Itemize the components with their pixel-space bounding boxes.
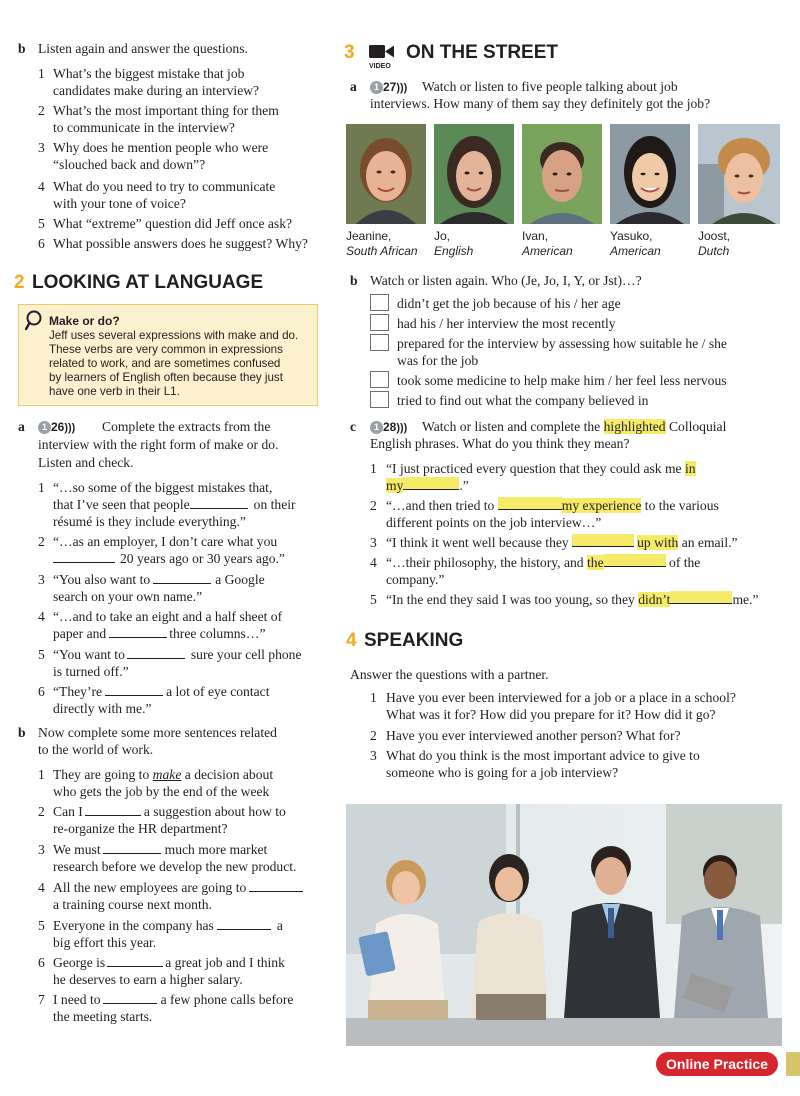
answer-blank[interactable] — [53, 550, 115, 563]
statement-text: took some medicine to help make him / her feel less nervous — [397, 373, 727, 388]
answer-blank[interactable] — [670, 591, 732, 604]
person-name: Ivan, — [522, 229, 549, 243]
person-name: Yasuko, — [610, 229, 653, 243]
sentence-text: a suggestion about how to — [143, 804, 286, 819]
section-title: SPEAKING — [363, 630, 464, 651]
exercise-letter: a — [18, 419, 25, 434]
person-origin: South African — [346, 244, 418, 258]
sentence-text: a — [276, 918, 283, 933]
extract-line — [53, 571, 265, 589]
sentence-text: George is — [53, 955, 106, 970]
question-text: Why does he mention people who were — [53, 140, 269, 155]
extract-line — [53, 550, 285, 568]
item-number: 6 — [38, 955, 45, 970]
answer-blank[interactable] — [403, 477, 459, 490]
instruction-text: Watch or listen and complete the — [422, 419, 601, 434]
extract-text: “…and to take an eight and a half sheet of — [53, 609, 283, 624]
item-number: 3 — [38, 140, 45, 155]
statement-text: had his / her interview the most recently — [397, 316, 616, 331]
online-practice-button[interactable]: Online Practice — [656, 1052, 778, 1076]
extract-text: on their — [253, 497, 296, 512]
question-text: What’s the biggest mistake that job — [53, 66, 245, 81]
question-text: candidates make during an interview? — [53, 83, 260, 98]
page-tab — [786, 1052, 800, 1076]
answer-box[interactable] — [370, 314, 389, 331]
person-origin: English — [434, 244, 474, 258]
sentence-text: re-organize the HR department? — [53, 821, 228, 836]
highlight-word: the — [587, 555, 604, 570]
question-text: What do you need to try to communicate — [53, 179, 276, 194]
answer-blank[interactable] — [127, 646, 185, 659]
tip-box — [18, 304, 318, 406]
cd-icon: 1 — [370, 81, 383, 94]
exercise-instruction: Listen again and answer the questions. — [38, 41, 248, 56]
phrase-text: “…their philosophy, the history, and — [386, 555, 584, 570]
answer-blank[interactable] — [604, 554, 666, 567]
item-number: 1 — [38, 480, 45, 495]
answer-box[interactable] — [370, 391, 389, 408]
exercise-instruction: Watch or listen to five people talking about job — [422, 79, 678, 94]
question-text: “slouched back and down”? — [53, 157, 206, 172]
highlight-word: up with — [637, 535, 679, 550]
answer-box[interactable] — [370, 294, 389, 311]
extract-text: directly with me.” — [53, 701, 152, 716]
extract-line — [53, 646, 302, 664]
statement-text: was for the job — [397, 353, 479, 368]
phrase-text: to the various — [644, 498, 719, 513]
item-number: 5 — [38, 647, 45, 662]
phrase-line — [386, 497, 719, 515]
sentence-line — [53, 879, 303, 897]
item-number: 6 — [38, 684, 45, 699]
phrase-text: different points on the job interview…” — [386, 515, 602, 530]
answer-blank[interactable] — [85, 803, 141, 816]
tip-line: Jeff uses several expressions with make and do. — [49, 329, 299, 342]
extract-line — [53, 496, 296, 514]
highlight-word: didn’t — [638, 592, 671, 607]
extract-line — [53, 625, 265, 643]
audio-icon: ))) — [396, 82, 408, 94]
person-origin: American — [610, 244, 661, 258]
item-number: 1 — [38, 767, 45, 782]
sentence-text: big effort this year. — [53, 935, 157, 950]
item-number: 1 — [370, 461, 377, 476]
exercise-letter: c — [350, 419, 357, 434]
instruction-text: Colloquial — [668, 419, 727, 434]
video-label: VIDEO — [369, 63, 391, 70]
tip-line: related to work, and are sometimes confused — [49, 357, 281, 370]
highlight-word: in — [684, 461, 696, 476]
item-number: 2 — [38, 804, 45, 819]
portrait-ivan — [522, 124, 602, 224]
extract-text: 20 years ago or 30 years ago.” — [120, 551, 285, 566]
question-text: What possible answers does he suggest? Why? — [53, 236, 308, 251]
answer-box[interactable] — [370, 371, 389, 388]
item-number: 5 — [370, 592, 377, 607]
person-name: Joost, — [698, 229, 731, 243]
item-number: 3 — [38, 572, 45, 587]
answer-blank[interactable] — [572, 534, 634, 547]
sentence-text: a few phone calls before — [160, 992, 294, 1007]
extract-text: search on your own name.” — [53, 589, 203, 604]
section-number: 4 — [346, 630, 357, 651]
answer-blank[interactable] — [498, 497, 562, 510]
question-text: What “extreme” question did Jeff once ask? — [53, 216, 293, 231]
caption-jo — [434, 229, 473, 259]
phrase-line — [386, 534, 738, 552]
sentence-text: I need to — [53, 992, 101, 1007]
cd-icon: 1 — [370, 421, 383, 434]
cd-icon: 1 — [38, 421, 51, 434]
exercise-instruction: Watch or listen again. Who (Je, Jo, I, Y, or Jst)…? — [370, 273, 642, 288]
exercise-instruction: to the world of work. — [38, 742, 154, 757]
person-origin: Dutch — [698, 244, 730, 258]
answer-blank[interactable] — [217, 917, 271, 930]
item-number: 2 — [370, 728, 377, 743]
section-heading — [14, 274, 263, 293]
item-number: 5 — [38, 216, 45, 231]
phrase-text: company.” — [386, 572, 445, 587]
sentence-text: the meeting starts. — [53, 1009, 153, 1024]
person-name: Jeanine, — [346, 229, 392, 243]
statement-text: tried to find out what the company believed in — [397, 393, 649, 408]
item-number: 4 — [370, 555, 377, 570]
audio-track[interactable] — [38, 418, 75, 438]
statement-text: prepared for the interview by assessing how suitable he / she — [397, 336, 727, 351]
caption-ivan — [522, 229, 573, 259]
item-number: 1 — [370, 690, 377, 705]
answer-blank[interactable] — [105, 683, 163, 696]
caption-joost — [698, 229, 730, 259]
extract-text: a Google — [215, 572, 265, 587]
item-number: 3 — [370, 748, 377, 763]
sentence-line — [53, 954, 285, 972]
item-number: 2 — [38, 103, 45, 118]
track-number: 26 — [51, 420, 65, 434]
phrase-line — [386, 460, 696, 478]
section-number: 2 — [14, 272, 25, 293]
phrase-text: “In the end they said I was too young, so they — [386, 592, 635, 607]
exercise-instruction: interviews. How many of them say they definitely got the job? — [370, 96, 711, 111]
portrait-joost — [698, 124, 780, 224]
sentence-text: who gets the job by the end of the week — [53, 784, 270, 799]
sentence-text: Everyone in the company has — [53, 918, 214, 933]
question-text: to communicate in the interview? — [53, 120, 235, 135]
extract-text: “You want to — [53, 647, 125, 662]
extract-text: “They’re — [53, 684, 103, 699]
tip-line: These verbs are very common in expressions — [49, 343, 283, 356]
question-text: What’s the most important thing for them — [53, 103, 279, 118]
sentence-text: We must — [53, 842, 101, 857]
audio-icon: ))) — [396, 422, 408, 434]
item-number: 6 — [38, 236, 45, 251]
sentence-text: They are going to — [53, 767, 150, 782]
person-origin: American — [522, 244, 573, 258]
portrait-jeanine — [346, 124, 426, 224]
question-text: What was it for? How did you prepare for it? How did it go? — [386, 707, 716, 722]
person-name: Jo, — [434, 229, 451, 243]
item-number: 3 — [38, 842, 45, 857]
item-number: 2 — [38, 534, 45, 549]
extract-text: “…as an employer, I don’t care what you — [53, 534, 278, 549]
portrait-yasuko — [610, 124, 690, 224]
item-number: 4 — [38, 179, 45, 194]
answer-box[interactable] — [370, 334, 389, 351]
section-heading — [346, 632, 463, 651]
item-number: 3 — [370, 535, 377, 550]
sentence-text: he deserves to earn a higher salary. — [53, 972, 243, 987]
exercise-instruction: Now complete some more sentences related — [38, 725, 277, 740]
interview-candidates-photo — [346, 804, 782, 1046]
item-number: 4 — [38, 609, 45, 624]
sentence-text: Can I — [53, 804, 83, 819]
portrait-jo — [434, 124, 514, 224]
extract-text: paper and — [53, 626, 107, 641]
phrase-text: of the — [669, 555, 701, 570]
section-title: LOOKING AT LANGUAGE — [31, 272, 264, 293]
item-number: 7 — [38, 992, 45, 1007]
phrase-line — [386, 477, 469, 495]
extract-text: sure your cell phone — [190, 647, 302, 662]
exercise-instruction — [422, 418, 726, 436]
video-icon — [368, 44, 396, 68]
sentence-line — [53, 991, 293, 1009]
phrase-text: “I just practiced every question that they could ask me — [386, 461, 682, 476]
section-title: ON THE STREET — [406, 42, 559, 63]
phrase-text: an email.” — [681, 535, 738, 550]
extract-text: “You also want to — [53, 572, 151, 587]
phrase-text: “I think it went well because they — [386, 535, 569, 550]
question-text: What do you think is the most important advice to give to — [386, 748, 700, 763]
highlight-word: my — [386, 478, 404, 493]
audio-icon: ))) — [64, 422, 76, 434]
extract-text: that I’ve seen that people — [53, 497, 190, 512]
tip-body — [49, 329, 298, 399]
answer-blank[interactable] — [107, 954, 163, 967]
exercise-letter: a — [350, 79, 357, 94]
extract-text: three columns…” — [169, 626, 266, 641]
sentence-line — [53, 803, 286, 821]
phrase-text: “…and then tried to — [386, 498, 495, 513]
highlight-word: my experience — [561, 498, 642, 513]
caption-yasuko — [610, 229, 661, 259]
question-text: with your tone of voice? — [53, 196, 186, 211]
phrase-line — [386, 554, 700, 572]
sentence-text: All the new employees are going to — [53, 880, 247, 895]
answer-blank[interactable] — [109, 625, 167, 638]
item-number: 2 — [370, 498, 377, 513]
track-number: 27 — [383, 80, 397, 94]
highlight-word: highlighted — [603, 419, 666, 434]
exercise-instruction: Complete the extracts from the — [102, 419, 271, 434]
sentence-text: research before we develop the new product. — [53, 859, 297, 874]
exercise-letter: b — [18, 41, 26, 56]
tip-line: by learners of English often because they just — [49, 371, 283, 384]
exercise-instruction: Listen and check. — [38, 455, 134, 470]
exercise-instruction: Answer the questions with a partner. — [350, 667, 549, 682]
answer-blank[interactable] — [249, 879, 303, 892]
exercise-instruction: interview with the right form of make or do. — [38, 437, 279, 452]
sentence-line — [53, 841, 267, 859]
answer-blank[interactable] — [190, 496, 248, 509]
answer-blank[interactable] — [103, 841, 161, 854]
phrase-text: .” — [459, 478, 469, 493]
phrase-line — [386, 591, 758, 609]
extract-text: résumé is they include everything.” — [53, 514, 246, 529]
question-text: someone who is going for a job interview? — [386, 765, 619, 780]
track-number: 28 — [383, 420, 397, 434]
sentence-line — [53, 917, 283, 935]
sentence-text: a training course next month. — [53, 897, 212, 912]
question-text: Have you ever interviewed another person? What for? — [386, 728, 681, 743]
answer-blank[interactable] — [103, 991, 157, 1004]
sentence-text: much more market — [164, 842, 268, 857]
sentence-line — [53, 766, 273, 784]
statement-text: didn’t get the job because of his / her age — [397, 296, 621, 311]
exercise-letter: b — [350, 273, 358, 288]
exercise-letter: b — [18, 725, 26, 740]
tip-title: Make or do? — [49, 314, 120, 328]
extract-text: “…so some of the biggest mistakes that, — [53, 480, 273, 495]
extract-line — [53, 683, 269, 701]
exercise-instruction: English phrases. What do you think they mean? — [370, 436, 630, 451]
sentence-text: a great job and I think — [165, 955, 285, 970]
magnifier-icon — [25, 309, 47, 331]
question-text: Have you ever been interviewed for a job or a place in a school? — [386, 690, 736, 705]
item-number: 4 — [38, 880, 45, 895]
item-number: 1 — [38, 66, 45, 81]
item-number: 5 — [38, 918, 45, 933]
extract-text: a lot of eye contact — [166, 684, 270, 699]
section-number: 3 — [344, 42, 355, 63]
tip-line: have one verb in their L1. — [49, 385, 180, 398]
sentence-text: a decision about — [184, 767, 274, 782]
answer-blank[interactable] — [153, 571, 211, 584]
caption-jeanine — [346, 229, 418, 259]
extract-text: is turned off.” — [53, 664, 129, 679]
phrase-text: me.” — [732, 592, 759, 607]
example-answer: make — [152, 767, 182, 782]
